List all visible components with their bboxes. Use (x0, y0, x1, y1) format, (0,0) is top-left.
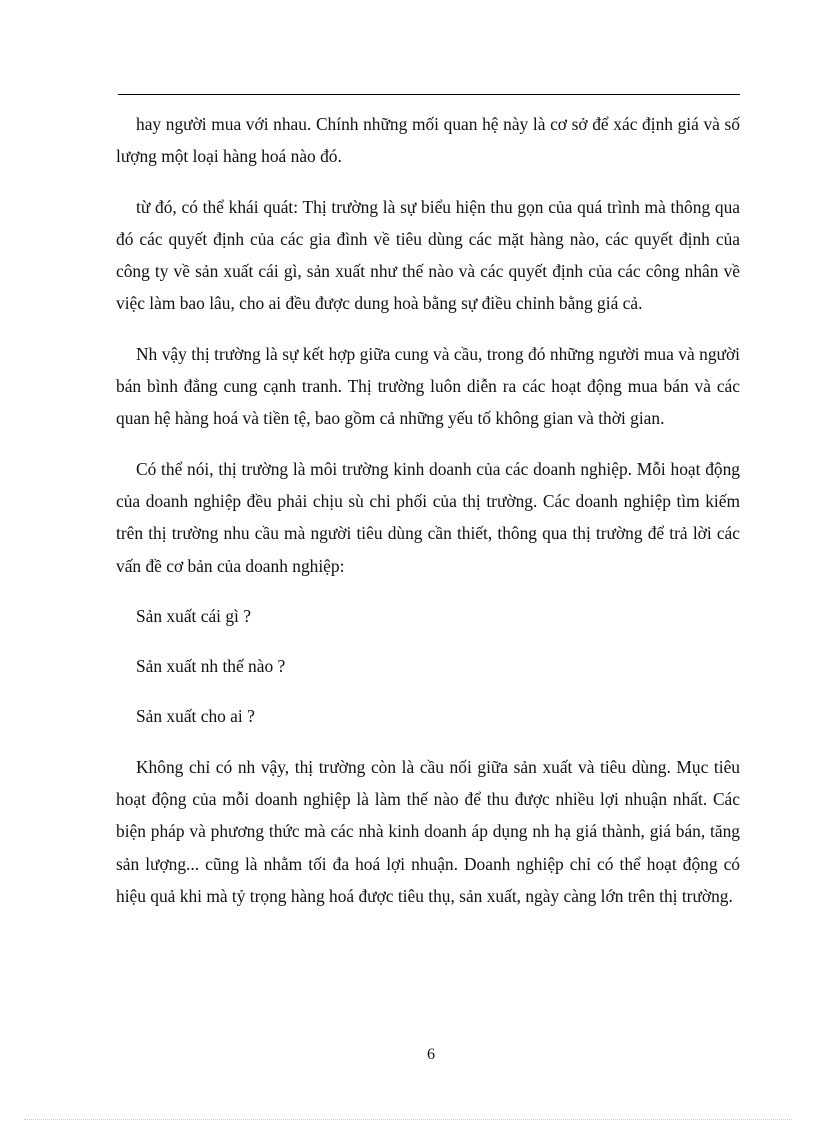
header-rule (118, 94, 740, 95)
paragraph-5: Không chỉ có nh vậy, thị trường còn là cầu nối giữa sản xuất và tiêu dùng. Mục tiêu hoạt động của mỗi doanh nghiệp là làm thế nào để thu được nhiều lợi nhuận nhất. Các biện pháp và phương thức mà các nhà kinh doanh áp dụng nh hạ giá thành, giá bán, tăng sản lượng... cũng là nhằm tối đa hoá lợi nhuận. Doanh nghiệp chỉ có thể hoạt động có hiệu quả khi mà tỷ trọng hàng hoá được tiêu thụ, sản xuất, ngày càng lớn trên thị trường. (116, 756, 740, 906)
list-item-for-whom: Sản xuất cho ai ? (136, 706, 255, 727)
document-body (116, 108, 740, 930)
page-number: 6 (427, 1046, 435, 1063)
page-bottom-border (24, 1119, 792, 1120)
paragraph-1: hay người mua với nhau. Chính những mối quan hệ này là cơ sở để xác định giá và số lượng một loại hàng hoá nào đó. (116, 114, 740, 167)
list-item-how: Sản xuất nh thế nào ? (136, 656, 286, 677)
list-item-what: Sản xuất cái gì ? (136, 605, 251, 626)
paragraph-4: Có thể nói, thị trường là môi trường kinh doanh của các doanh nghiệp. Mỗi hoạt động của doanh nghiệp đều phải chịu sù chi phối của thị trường. Các doanh nghiệp tìm kiếm trên thị trường nhu cầu mà người tiêu dùng cần thiết, thông qua thị trường để trả lời các vấn đề cơ bản của doanh nghiệp: (116, 458, 740, 576)
paragraph-3: Nh vậy thị trường là sự kết hợp giữa cung và cầu, trong đó những người mua và người bán bình đẳng cung cạnh tranh. Thị trường luôn diễn ra các hoạt động mua bán và các quan hệ hàng hoá và tiền tệ, bao gồm cả những yếu tố không gian và thời gian. (116, 343, 740, 429)
paragraph-2: từ đó, có thể khái quát: Thị trường là sự biểu hiện thu gọn của quá trình mà thông qua đó các quyết định của các gia đình về tiêu dùng các mặt hàng nào, các quyết định của công ty về sản xuất cái gì, sản xuất như thế nào và các quyết định của các công nhân về việc làm bao lâu, cho ai đều được dung hoà bằng sự điều chỉnh bằng giá cả. (116, 196, 740, 314)
